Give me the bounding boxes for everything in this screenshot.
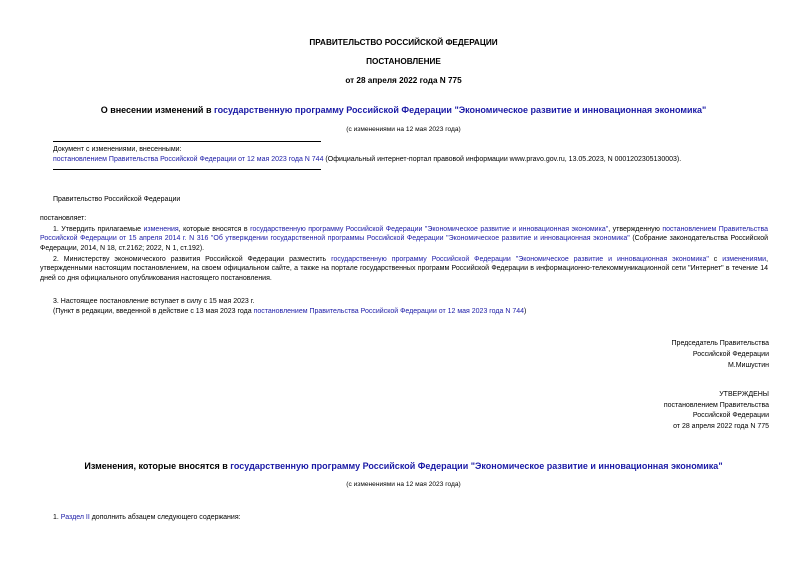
signature-line-2: Российской Федерации bbox=[692, 351, 769, 358]
resolves: постановляет: bbox=[40, 215, 87, 222]
amendments-intro: Документ с изменениями, внесенными: bbox=[53, 146, 182, 153]
p1-link-program[interactable]: государственную программу Российской Федерации "Экономическое развитие и инновационная экономика" bbox=[250, 226, 609, 233]
approved-block bbox=[469, 390, 769, 432]
amendments-bottom-rule bbox=[53, 169, 321, 170]
p1-link-changes[interactable]: изменения bbox=[143, 226, 179, 233]
changes-item-number: 1. bbox=[53, 514, 61, 521]
amendments-source: (Официальный интернет-портал правовой информации www.pravo.gov.ru, 13.05.2023, N 0001202305130003). bbox=[323, 156, 682, 163]
p3-note-prefix: (Пункт в редакции, введенной в действие с 13 мая 2023 года bbox=[53, 308, 254, 315]
issuer: Правительство Российской Федерации bbox=[53, 196, 181, 203]
changes-prefix: Изменения, которые вносятся в bbox=[84, 461, 231, 471]
title-program-link[interactable]: государственную программу Российской Федерации "Экономическое развитие и инновационная экономика" bbox=[213, 105, 707, 115]
p3-note-link[interactable]: постановлением Правительства Российской Федерации от 12 мая 2023 года N 744 bbox=[253, 308, 525, 315]
p1-text-3: , утвержденную bbox=[608, 226, 663, 233]
changes-revision: (с изменениями на 12 мая 2023 года) bbox=[346, 481, 461, 488]
p2-text-3: , утвержденными настоящим постановлением, на своем официальном сайте, а также на портале государственных программ Российской Федерации в информационно-телекоммуникационной сети "Интернет" в течение 14 дней со дня официального опубликования настоящего постановления. bbox=[40, 256, 769, 282]
approved-line-3: Российской Федерации bbox=[692, 412, 769, 419]
p2-link-program[interactable]: государственную программу Российской Федерации "Экономическое развитие и инновационная экономика" bbox=[331, 256, 709, 263]
paragraph-1 bbox=[40, 225, 768, 253]
approved-line-1: УТВЕРЖДЕНЫ bbox=[719, 391, 769, 398]
amendments-line bbox=[53, 155, 681, 164]
title-prefix: О внесении изменений в bbox=[100, 105, 214, 115]
signature-block bbox=[469, 339, 769, 372]
paragraph-2 bbox=[40, 255, 768, 283]
document-title bbox=[0, 104, 807, 116]
p1-text-1: 1. Утвердить прилагаемые bbox=[53, 226, 144, 233]
changes-section-link[interactable]: Раздел II bbox=[60, 514, 90, 521]
signature-line-1: Председатель Правительства bbox=[671, 340, 769, 347]
p2-text-1: 2. Министерству экономического развития Российской Федерации разместить bbox=[53, 256, 332, 263]
p3-note-suffix: ) bbox=[524, 308, 527, 315]
p1-text-4: (Собрание законодательства Российской Федерации, 2014, N 18, ст.2162; 2022, N 1, ст.192). bbox=[40, 235, 769, 252]
approved-line-4: от 28 апреля 2022 года N 775 bbox=[673, 422, 769, 430]
changes-item-1 bbox=[53, 513, 241, 522]
p2-link-changes[interactable]: изменениями bbox=[722, 256, 767, 263]
p1-link-resolution-316[interactable]: постановлением Правительства Российской Федерации от 15 апреля 2014 г. N 316 "Об утверждении государственной программы Российской Федерации "Экономическое развитие и инновационная экономика" bbox=[40, 226, 769, 243]
p2-text-2: с bbox=[708, 256, 723, 263]
changes-title bbox=[0, 460, 807, 472]
changes-item-text: дополнить абзацем следующего содержания: bbox=[89, 514, 241, 521]
amendments-top-rule bbox=[53, 141, 321, 142]
paragraph-3-note bbox=[53, 307, 526, 316]
header-date-number: от 28 апреля 2022 года N 775 bbox=[345, 76, 462, 85]
header-org: ПРАВИТЕЛЬСТВО РОССИЙСКОЙ ФЕДЕРАЦИИ bbox=[309, 38, 498, 47]
signature-name: М.Мишустин bbox=[727, 362, 769, 369]
changes-program-link[interactable]: государственную программу Российской Федерации "Экономическое развитие и инновационная экономика" bbox=[230, 461, 723, 471]
amendments-link[interactable]: постановлением Правительства Российской Федерации от 12 мая 2023 года N 744 bbox=[53, 156, 324, 163]
header-doc-type: ПОСТАНОВЛЕНИЕ bbox=[366, 57, 441, 66]
paragraph-3: 3. Настоящее постановление вступает в силу с 15 мая 2023 г. bbox=[53, 298, 255, 305]
p1-text-2: , которые вносятся в bbox=[178, 226, 251, 233]
title-revision: (с изменениями на 12 мая 2023 года) bbox=[346, 126, 461, 133]
approved-line-2: постановлением Правительства bbox=[663, 401, 769, 409]
